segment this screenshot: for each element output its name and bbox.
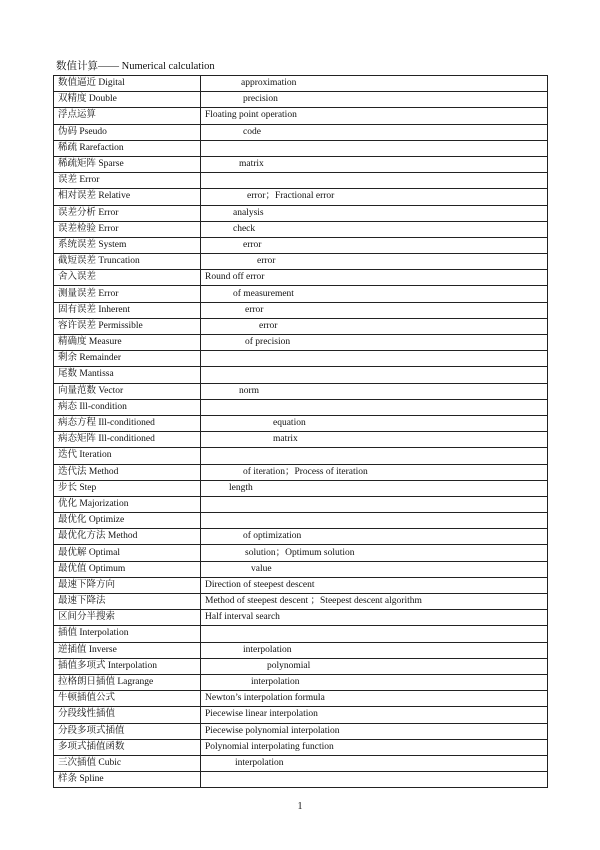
chinese-term-cell: 向量范数 Vector	[54, 383, 201, 399]
english-translation-cell: Piecewise linear interpolation	[201, 707, 548, 723]
english-translation-cell: Newton’s interpolation formula	[201, 691, 548, 707]
table-row	[54, 755, 548, 771]
chinese-term-cell: 最速下降方向	[54, 577, 201, 593]
table-row	[54, 707, 548, 723]
chinese-term-cell: 最优化 Optimize	[54, 513, 201, 529]
chinese-term-cell: 最速下降法	[54, 594, 201, 610]
table-row	[54, 108, 548, 124]
chinese-term-cell: 病态 Ill-condition	[54, 399, 201, 415]
english-translation-cell: precision	[201, 92, 548, 108]
table-row	[54, 626, 548, 642]
chinese-term-cell: 舍入误差	[54, 270, 201, 286]
chinese-term-cell: 区间分半搜索	[54, 610, 201, 626]
english-translation-cell: length	[201, 480, 548, 496]
english-translation-cell	[201, 351, 548, 367]
chinese-term-cell: 迭代 Iteration	[54, 448, 201, 464]
chinese-term-cell: 浮点运算	[54, 108, 201, 124]
english-translation-cell: check	[201, 221, 548, 237]
chinese-term-cell: 容许误差 Permissible	[54, 318, 201, 334]
english-translation-cell: Direction of steepest descent	[201, 577, 548, 593]
table-row	[54, 205, 548, 221]
table-row	[54, 674, 548, 690]
table-row	[54, 367, 548, 383]
table-row	[54, 610, 548, 626]
page-number: 1	[297, 801, 303, 812]
table-row	[54, 577, 548, 593]
table-row	[54, 189, 548, 205]
chinese-term-cell: 拉格朗日插值 Lagrange	[54, 674, 201, 690]
chinese-term-cell: 牛顿插值公式	[54, 691, 201, 707]
english-translation-cell: equation	[201, 415, 548, 431]
chinese-term-cell: 双精度 Double	[54, 92, 201, 108]
table-row	[54, 432, 548, 448]
english-translation-cell: interpolation	[201, 674, 548, 690]
table-row	[54, 351, 548, 367]
english-translation-cell: error	[201, 302, 548, 318]
chinese-term-cell: 测量误差 Error	[54, 286, 201, 302]
table-row	[54, 545, 548, 561]
english-translation-cell	[201, 496, 548, 512]
english-translation-cell: matrix	[201, 156, 548, 172]
chinese-term-cell: 病态方程 Ill-conditioned	[54, 415, 201, 431]
table-row	[54, 415, 548, 431]
english-translation-cell: interpolation	[201, 642, 548, 658]
english-translation-cell: of measurement	[201, 286, 548, 302]
chinese-term-cell: 剩余 Remainder	[54, 351, 201, 367]
chinese-term-cell: 稀疏 Rarefaction	[54, 140, 201, 156]
table-row	[54, 399, 548, 415]
table-row	[54, 173, 548, 189]
table-row	[54, 658, 548, 674]
chinese-term-cell: 迭代法 Method	[54, 464, 201, 480]
table-row	[54, 124, 548, 140]
chinese-term-cell: 伪码 Pseudo	[54, 124, 201, 140]
english-translation-cell: analysis	[201, 205, 548, 221]
table-row	[54, 464, 548, 480]
chinese-term-cell: 系统误差 System	[54, 237, 201, 253]
english-translation-cell: of iteration；Process of iteration	[201, 464, 548, 480]
chinese-term-cell: 三次插值 Cubic	[54, 755, 201, 771]
english-translation-cell: polynomial	[201, 658, 548, 674]
glossary-body	[54, 76, 548, 788]
english-translation-cell: code	[201, 124, 548, 140]
table-row	[54, 480, 548, 496]
english-translation-cell: Method of steepest descent ；Steepest descent algorithm	[201, 594, 548, 610]
table-row	[54, 513, 548, 529]
english-translation-cell	[201, 367, 548, 383]
table-row	[54, 254, 548, 270]
english-translation-cell	[201, 448, 548, 464]
page-title: 数值计算—— Numerical calculation	[56, 61, 215, 72]
english-translation-cell: matrix	[201, 432, 548, 448]
english-translation-cell: of precision	[201, 335, 548, 351]
table-row	[54, 92, 548, 108]
table-row	[54, 496, 548, 512]
table-row	[54, 237, 548, 253]
english-translation-cell: of optimization	[201, 529, 548, 545]
chinese-term-cell: 相对误差 Relative	[54, 189, 201, 205]
chinese-term-cell: 分段线性插值	[54, 707, 201, 723]
chinese-term-cell: 样条 Spline	[54, 772, 201, 788]
english-translation-cell	[201, 626, 548, 642]
chinese-term-cell: 最优解 Optimal	[54, 545, 201, 561]
english-translation-cell: Polynomial interpolating function	[201, 739, 548, 755]
table-row	[54, 561, 548, 577]
english-translation-cell: error	[201, 318, 548, 334]
chinese-term-cell: 误差检验 Error	[54, 221, 201, 237]
table-row	[54, 383, 548, 399]
chinese-term-cell: 病态矩阵 Ill-conditioned	[54, 432, 201, 448]
english-translation-cell	[201, 772, 548, 788]
english-translation-cell	[201, 399, 548, 415]
table-row	[54, 529, 548, 545]
english-translation-cell	[201, 173, 548, 189]
chinese-term-cell: 数值逼近 Digital	[54, 76, 201, 92]
table-row	[54, 723, 548, 739]
chinese-term-cell: 精确度 Measure	[54, 335, 201, 351]
english-translation-cell	[201, 513, 548, 529]
table-row	[54, 691, 548, 707]
english-translation-cell: error	[201, 254, 548, 270]
chinese-term-cell: 稀疏矩阵 Sparse	[54, 156, 201, 172]
chinese-term-cell: 误差 Error	[54, 173, 201, 189]
english-translation-cell: interpolation	[201, 755, 548, 771]
table-row	[54, 594, 548, 610]
chinese-term-cell: 固有误差 Inherent	[54, 302, 201, 318]
table-row	[54, 221, 548, 237]
english-translation-cell: Floating point operation	[201, 108, 548, 124]
table-row	[54, 140, 548, 156]
table-row	[54, 642, 548, 658]
table-row	[54, 270, 548, 286]
chinese-term-cell: 多项式插值函数	[54, 739, 201, 755]
chinese-term-cell: 步长 Step	[54, 480, 201, 496]
chinese-term-cell: 最优化方法 Method	[54, 529, 201, 545]
english-translation-cell	[201, 140, 548, 156]
english-translation-cell: norm	[201, 383, 548, 399]
chinese-term-cell: 插值 Interpolation	[54, 626, 201, 642]
table-row	[54, 302, 548, 318]
table-row	[54, 772, 548, 788]
chinese-term-cell: 分段多项式插值	[54, 723, 201, 739]
table-row	[54, 76, 548, 92]
chinese-term-cell: 误差分析 Error	[54, 205, 201, 221]
table-row	[54, 318, 548, 334]
table-row	[54, 286, 548, 302]
english-translation-cell: approximation	[201, 76, 548, 92]
english-translation-cell: Half interval search	[201, 610, 548, 626]
chinese-term-cell: 最优值 Optimum	[54, 561, 201, 577]
english-translation-cell: error；Fractional error	[201, 189, 548, 205]
chinese-term-cell: 逆插值 Inverse	[54, 642, 201, 658]
table-row	[54, 739, 548, 755]
chinese-term-cell: 截短误差 Truncation	[54, 254, 201, 270]
chinese-term-cell: 插值多项式 Interpolation	[54, 658, 201, 674]
english-translation-cell: value	[201, 561, 548, 577]
chinese-term-cell: 优化 Majorization	[54, 496, 201, 512]
table-row	[54, 156, 548, 172]
english-translation-cell: solution；Optimum solution	[201, 545, 548, 561]
english-translation-cell: Round off error	[201, 270, 548, 286]
table-row	[54, 335, 548, 351]
chinese-term-cell: 尾数 Mantissa	[54, 367, 201, 383]
english-translation-cell: Piecewise polynomial interpolation	[201, 723, 548, 739]
table-row	[54, 448, 548, 464]
glossary-table	[53, 75, 548, 788]
english-translation-cell: error	[201, 237, 548, 253]
